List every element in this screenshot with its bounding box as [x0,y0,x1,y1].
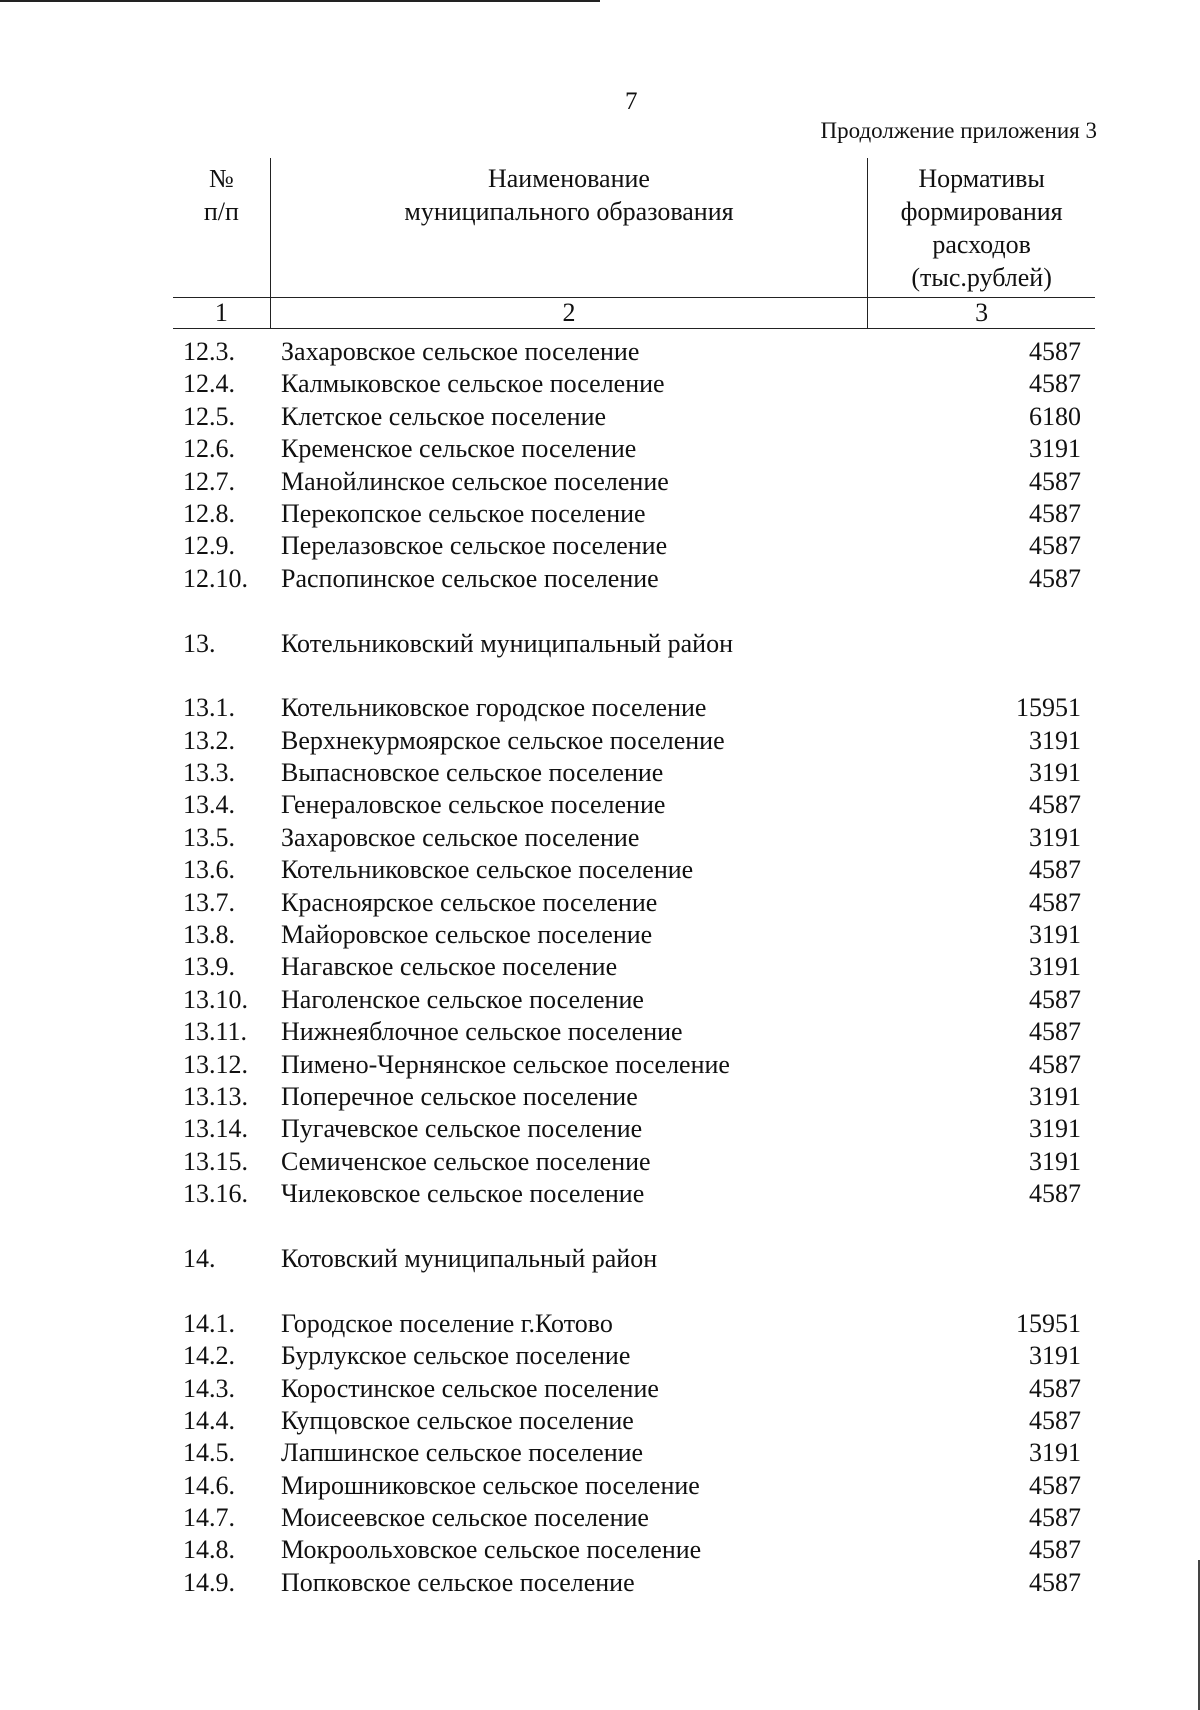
row-spacer [183,660,1113,692]
table-row [183,466,1113,498]
row-value: 4587 [1029,1405,1081,1435]
row-value: 6180 [1029,401,1081,431]
district-heading-row [183,1243,1113,1275]
row-value: 4587 [1029,887,1081,917]
row-name: Котельниковское сельское поселение [281,855,694,885]
header-col-name [270,158,867,298]
row-number: 14.4. [183,1405,235,1435]
header-line: Нормативы [918,164,1045,193]
row-name: Нижнеяблочное сельское поселение [281,1017,683,1047]
row-name: Клетское сельское поселение [281,401,607,431]
row-number: 14.3. [183,1373,235,1403]
row-value: 3191 [1029,952,1081,982]
row-value: 4587 [1029,531,1081,561]
table-row [183,368,1113,400]
scan-top-edge-line [0,0,600,2]
row-number: 14.9. [183,1567,235,1597]
column-number-2: 2 [270,298,867,329]
row-name: Генераловское сельское поселение [281,790,666,820]
row-number: 14.7. [183,1503,235,1533]
row-number: 12.6. [183,434,235,464]
row-name: Пугачевское сельское поселение [281,1114,643,1144]
row-number: 13.1. [183,693,235,723]
row-number: 13.4. [183,790,235,820]
table-row [183,1534,1113,1566]
row-number: 12.4. [183,369,235,399]
row-number: 13. [183,628,216,658]
row-value: 4587 [1029,369,1081,399]
row-name: Перелазовское сельское поселение [281,531,668,561]
table-row [183,887,1113,919]
row-value: 3191 [1029,434,1081,464]
row-name: Майоровское сельское поселение [281,920,653,950]
row-name: Попковское сельское поселение [281,1567,635,1597]
row-number: 14.2. [183,1341,235,1371]
row-number: 13.12. [183,1049,248,1079]
row-name: Красноярское сельское поселение [281,887,658,917]
table-row [183,1405,1113,1437]
district-heading-row [183,628,1113,660]
table-row [183,401,1113,433]
header-line: Наименование [487,164,650,193]
annex-label: Продолжение приложения 3 [820,118,1097,143]
row-name: Мокроольховское сельское поселение [281,1535,702,1565]
row-name: Наголенское сельское поселение [281,984,644,1014]
row-value: 3191 [1029,1146,1081,1176]
table-row [183,1502,1113,1534]
page-number: 7 [625,88,638,115]
row-value [881,628,1113,660]
row-value: 15951 [1016,693,1081,723]
row-name: Манойлинское сельское поселение [281,466,669,496]
row-value: 3191 [1029,758,1081,788]
table-row [183,433,1113,465]
row-value [881,1243,1113,1275]
row-number: 14.8. [183,1535,235,1565]
row-value: 4587 [1029,1535,1081,1565]
row-value: 4587 [1029,1470,1081,1500]
column-numbers-row [173,298,1095,329]
header-row [173,158,1095,298]
row-number: 14. [183,1243,216,1273]
row-name: Распопинское сельское поселение [281,563,659,593]
row-number: 14.5. [183,1438,235,1468]
row-name: Лапшинское сельское поселение [281,1438,644,1468]
row-value: 4587 [1029,337,1081,366]
table-row [183,789,1113,821]
table-row [183,1081,1113,1113]
row-number: 13.8. [183,920,235,950]
row-name: Захаровское сельское поселение [281,822,640,852]
row-name: Кременское сельское поселение [281,434,637,464]
row-value: 4587 [1029,790,1081,820]
row-value: 3191 [1029,1438,1081,1468]
table-row [183,1340,1113,1372]
header-col-norms [868,158,1095,298]
row-value: 3191 [1029,822,1081,852]
row-value: 4587 [1029,1017,1081,1047]
table-row [183,563,1113,595]
row-value: 4587 [1029,1373,1081,1403]
row-number: 13.16. [183,1179,248,1209]
table-row [183,951,1113,983]
row-name: Перекопское сельское поселение [281,498,646,528]
row-name: Захаровское сельское поселение [281,337,640,366]
table-row [183,725,1113,757]
row-value: 4587 [1029,563,1081,593]
header-col-number [173,158,270,298]
table-row [183,692,1113,724]
row-name: Нагавское сельское поселение [281,952,618,982]
row-value: 3191 [1029,1081,1081,1111]
row-value: 3191 [1029,920,1081,950]
table-row [183,854,1113,886]
row-value: 3191 [1029,1341,1081,1371]
row-value: 3191 [1029,725,1081,755]
row-name: Выпасновское сельское поселение [281,758,664,788]
table-row [183,498,1113,530]
row-value: 4587 [1029,855,1081,885]
row-spacer [183,1275,1113,1307]
table-row [183,1308,1113,1340]
row-name: Поперечное сельское поселение [281,1081,638,1111]
row-value: 4587 [1029,1179,1081,1209]
table-row [183,1470,1113,1502]
row-number: 12.5. [183,401,235,431]
table-body [183,336,1113,1599]
row-number: 12.3. [183,337,235,366]
table-header [173,158,1095,329]
column-number-1: 1 [173,298,270,329]
row-number: 12.7. [183,466,235,496]
row-value: 4587 [1029,984,1081,1014]
row-number: 13.9. [183,952,235,982]
row-number: 13.7. [183,887,235,917]
header-line: (тыс.рублей) [911,263,1052,292]
row-name: Калмыковское сельское поселение [281,369,665,399]
row-name: Семиченское сельское поселение [281,1146,651,1176]
row-value: 3191 [1029,1114,1081,1144]
header-line: расходов [932,230,1031,259]
row-name: Котельниковский муниципальный район [281,628,733,658]
row-value: 4587 [1029,1567,1081,1597]
row-name: Купцовское сельское поселение [281,1405,634,1435]
row-value: 4587 [1029,1503,1081,1533]
row-number: 14.1. [183,1308,235,1338]
row-value: 4587 [1029,1049,1081,1079]
table-row [183,530,1113,562]
table-row [183,919,1113,951]
row-name: Бурлукское сельское поселение [281,1341,631,1371]
row-spacer [183,595,1113,627]
row-number: 13.14. [183,1114,248,1144]
table-row [183,1567,1113,1599]
row-name: Мирошниковское сельское поселение [281,1470,700,1500]
row-number: 13.3. [183,758,235,788]
row-number: 13.11. [183,1017,248,1047]
row-number: 13.13. [183,1081,248,1111]
row-number: 14.6. [183,1470,235,1500]
header-line: п/п [203,197,239,226]
row-name: Верхнекурмоярское сельское поселение [281,725,725,755]
row-value: 15951 [1016,1308,1081,1338]
row-number: 13.2. [183,725,235,755]
row-number: 12.10. [183,563,248,593]
row-spacer [183,1211,1113,1243]
table-row [183,757,1113,789]
table-row [183,1437,1113,1469]
header-line: № [208,164,234,193]
table-row [183,1049,1113,1081]
row-number: 13.5. [183,822,235,852]
row-value: 4587 [1029,498,1081,528]
row-number: 12.8. [183,498,235,528]
row-number: 13.6. [183,855,235,885]
row-name: Пимено-Чернянское сельское поселение [281,1049,730,1079]
table-row [183,1016,1113,1048]
row-name: Чилековское сельское поселение [281,1179,645,1209]
table-row [183,336,1113,368]
header-line: формирования [900,197,1063,226]
header-line: муниципального образования [404,197,734,226]
row-number: 13.10. [183,984,248,1014]
row-name: Котовский муниципальный район [281,1243,658,1273]
row-number: 13.15. [183,1146,248,1176]
row-name: Коростинское сельское поселение [281,1373,659,1403]
table-row [183,1178,1113,1210]
row-name: Городское поселение г.Котово [281,1308,613,1338]
table-row [183,822,1113,854]
row-number: 12.9. [183,531,235,561]
row-value: 4587 [1029,466,1081,496]
row-name: Котельниковское городское поселение [281,693,707,723]
table-row [183,984,1113,1016]
column-number-3: 3 [868,298,1095,329]
table-row [183,1146,1113,1178]
table-row [183,1113,1113,1145]
table-row [183,1373,1113,1405]
row-name: Моисеевское сельское поселение [281,1503,649,1533]
